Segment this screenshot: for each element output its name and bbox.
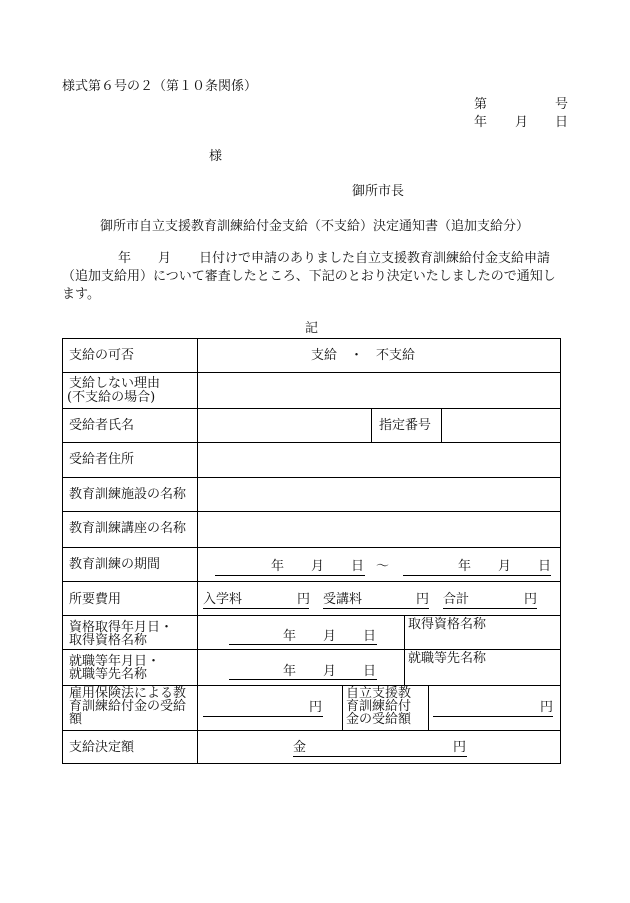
number-go: 号: [555, 97, 569, 112]
label-qualification-1: 資格取得年月日・: [69, 620, 174, 635]
qual-year: 年: [283, 629, 297, 644]
qual-day: 日: [363, 629, 377, 644]
form-label: 様式第６号の２（第１０条関係）: [62, 79, 258, 94]
label-job-name: 就職等先名称: [408, 651, 487, 666]
label-reason-1: 支給しない理由: [69, 376, 161, 391]
body-line-1: 日付けで申請のありました自立支援教育訓練給付金支給申請: [199, 251, 551, 266]
label-training-period: 教育訓練の期間: [69, 557, 161, 572]
period-end-month: 月: [498, 559, 512, 574]
entrance-fee-yen: 円: [297, 592, 311, 607]
addressee-sama: 様: [209, 149, 223, 164]
label-job-2: 就職等先名称: [69, 667, 148, 682]
period-tilde: ～: [376, 559, 390, 574]
job-month: 月: [323, 664, 337, 679]
label-self-support-3: 金の受給額: [346, 712, 412, 727]
body-date-year: 年: [118, 251, 132, 266]
period-end-day: 日: [538, 559, 552, 574]
header-day: 日: [555, 115, 569, 130]
period-start-month: 月: [311, 559, 325, 574]
body-date-month: 月: [158, 251, 172, 266]
period-start-year: 年: [271, 559, 285, 574]
body-line-2: （追加支給用）について審査したところ、下記のとおり決定いたしましたので通知し: [62, 269, 556, 284]
decision-table: [62, 338, 561, 764]
decided-yen: 円: [453, 740, 467, 755]
job-day: 日: [363, 664, 377, 679]
label-designation-number: 指定番号: [379, 418, 432, 433]
label-self-support-2: 育訓練給付: [346, 699, 412, 714]
period-end-year: 年: [458, 559, 472, 574]
tuition-yen: 円: [416, 592, 430, 607]
label-self-support-1: 自立支援教: [346, 686, 412, 701]
body-line-3: ます。: [62, 287, 100, 302]
document-title: 御所市自立支援教育訓練給付金支給（不支給）決定通知書（追加支給分）: [100, 219, 530, 234]
decided-kin: 金: [293, 740, 307, 755]
label-facility-name: 教育訓練施設の名称: [69, 487, 187, 502]
label-reason-2: (不支給の場合): [67, 390, 156, 405]
total-label: 合計: [443, 592, 470, 607]
job-year: 年: [283, 664, 297, 679]
qual-month: 月: [323, 629, 337, 644]
number-dai: 第: [474, 97, 488, 112]
period-start-day: 日: [351, 559, 365, 574]
label-required-cost: 所要費用: [69, 592, 122, 607]
label-insurance-3: 額: [69, 712, 83, 727]
label-recipient-address: 受給者住所: [69, 452, 135, 467]
approval-options: 支給 ・ 不支給: [311, 348, 416, 363]
label-qualification-2: 取得資格名称: [69, 633, 148, 648]
label-recipient-name: 受給者氏名: [69, 418, 135, 433]
entrance-fee-label: 入学料: [203, 592, 243, 607]
label-course-name: 教育訓練講座の名称: [69, 521, 187, 536]
header-month: 月: [515, 115, 529, 130]
ki-label: 記: [305, 321, 319, 336]
self-support-yen: 円: [540, 700, 554, 715]
label-approval: 支給の可否: [69, 348, 135, 363]
header-year: 年: [474, 115, 488, 130]
tuition-label: 受講料: [323, 592, 363, 607]
label-qualification-name: 取得資格名称: [408, 617, 487, 632]
label-decided-amount: 支給決定額: [69, 740, 135, 755]
insurance-yen: 円: [309, 700, 323, 715]
label-insurance-2: 育訓練給付金の受給: [69, 699, 187, 714]
label-job-1: 就職等年月日・: [69, 654, 161, 669]
total-yen: 円: [524, 592, 538, 607]
label-insurance-1: 雇用保険法による教: [69, 686, 187, 701]
mayor: 御所市長: [352, 184, 405, 199]
